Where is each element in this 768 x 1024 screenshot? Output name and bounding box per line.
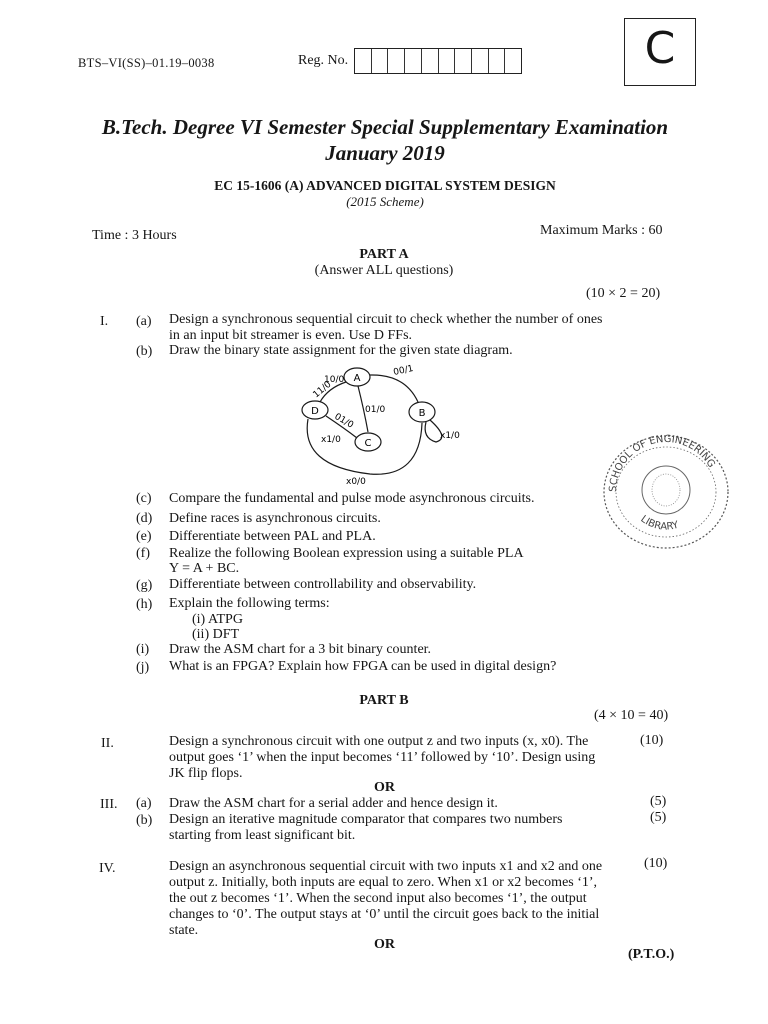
part-b-heading: PART B: [359, 693, 409, 708]
item-label: (a): [136, 796, 152, 811]
edge-label: x0/0: [346, 477, 366, 487]
part-a-marks: (10 × 2 = 20): [586, 286, 661, 301]
item-label: (c): [136, 491, 152, 506]
edge-label: 01/0: [332, 411, 356, 431]
item-label: (h): [136, 597, 153, 612]
part-a-heading: PART A: [359, 247, 409, 262]
corner-letter-box: C: [624, 18, 696, 86]
item-label: (j): [136, 660, 150, 675]
state-label-a: A: [353, 373, 361, 384]
question-text: Draw the ASM chart for a serial adder and hence design it.: [169, 796, 498, 811]
question-text: Design a synchronous circuit with one output z and two inputs (x, x0). The output goes ‘1’ when the input becomes ‘11’ followed by ‘10’. Design using JK flip flops.: [169, 734, 596, 781]
reg-no-boxes: [354, 48, 522, 74]
term-dft: (ii) DFT: [192, 627, 240, 642]
boolean-expression: Y = A + BC.: [169, 561, 240, 576]
question-marks: (5): [650, 810, 667, 825]
item-label: (i): [136, 642, 150, 657]
item-text: Differentiate between PAL and PLA.: [169, 529, 376, 544]
item-label: (d): [136, 511, 153, 526]
stamp-outer-text: SCHOOL OF ENGINEERING: [607, 433, 717, 493]
or-separator: OR: [374, 937, 395, 952]
svg-text:LIBRARY: [638, 514, 680, 533]
item-label: (e): [136, 529, 152, 544]
exam-title-line2: January 2019: [325, 141, 445, 165]
item-text: What is an FPGA? Explain how FPGA can be used in digital design?: [169, 659, 557, 674]
item-label: (f): [136, 546, 150, 561]
or-separator: OR: [374, 780, 395, 795]
question-number-2: II.: [101, 736, 114, 751]
item-text: Draw the binary state assignment for the given state diagram.: [169, 343, 513, 358]
pto-label: (P.T.O.): [628, 947, 675, 962]
state-diagram: [290, 362, 480, 492]
time-label: Time : 3 Hours: [92, 228, 177, 243]
edge-label: 00/1: [392, 363, 415, 378]
edge-label: 10/0: [324, 375, 345, 385]
scheme: (2015 Scheme): [346, 194, 424, 209]
item-text: Differentiate between controllability and observability.: [169, 577, 477, 592]
state-label-b: B: [418, 408, 426, 419]
svg-text:SCHOOL OF ENGINEERING: [608, 434, 717, 492]
edge-label: x1/0: [321, 435, 341, 445]
item-text: Explain the following terms:: [169, 596, 330, 611]
paper-code: BTS–VI(SS)–01.19–0038: [78, 56, 215, 70]
item-label: (a): [136, 314, 152, 329]
item-text: Draw the ASM chart for a 3 bit binary counter.: [169, 642, 432, 657]
edge-label: 01/0: [365, 405, 386, 415]
question-text: Design an iterative magnitude comparator that compares two numbers starting from least significant bit.: [169, 812, 563, 843]
item-label: (b): [136, 344, 153, 359]
item-text: Design a synchronous sequential circuit to check whether the number of ones in an input bit streamer is even. Use D FFs.: [169, 312, 603, 343]
question-number-3: III.: [100, 797, 118, 812]
subject-title: EC 15-1606 (A) ADVANCED DIGITAL SYSTEM DESIGN: [214, 178, 556, 193]
exam-title: [60, 114, 710, 166]
item-text: Compare the fundamental and pulse mode asynchronous circuits.: [169, 491, 535, 506]
edge-a-b: [370, 375, 418, 402]
question-text: Design an asynchronous sequential circuit with two inputs x1 and x2 and one output z. Initially, both inputs are equal to zero. When x1 or x2 becomes ‘1’, the out z becomes ‘1’. When the second input also becomes ‘1’, the output changes to ‘0’. The output stays at ‘0’ until the circuit goes back to the initial state.: [169, 859, 603, 938]
stamp-inner-text: LIBRARY: [638, 513, 680, 533]
question-marks: (10): [644, 856, 668, 871]
item-text: Realize the following Boolean expression using a suitable PLA: [169, 546, 524, 561]
edge-label: x1/0: [440, 431, 460, 441]
question-marks: (10): [640, 733, 664, 748]
part-b-marks: (4 × 10 = 40): [594, 708, 669, 723]
exam-title-line1: B.Tech. Degree VI Semester Special Supplementary Examination: [101, 115, 669, 139]
state-label-c: C: [364, 438, 372, 449]
part-a-instruction: (Answer ALL questions): [314, 263, 454, 278]
question-number-4: IV.: [99, 861, 116, 876]
item-text: Define races is asynchronous circuits.: [169, 511, 381, 526]
state-label-d: D: [311, 406, 319, 417]
reg-no-label: Reg. No.: [298, 53, 349, 68]
edge-label: 11/0: [311, 379, 334, 401]
item-label: (b): [136, 813, 153, 828]
question-number-1: I.: [100, 314, 109, 329]
term-atpg: (i) ATPG: [192, 612, 243, 627]
max-marks: Maximum Marks : 60: [540, 223, 663, 238]
question-marks: (5): [650, 794, 667, 809]
item-label: (g): [136, 578, 153, 593]
library-stamp: [596, 430, 736, 555]
